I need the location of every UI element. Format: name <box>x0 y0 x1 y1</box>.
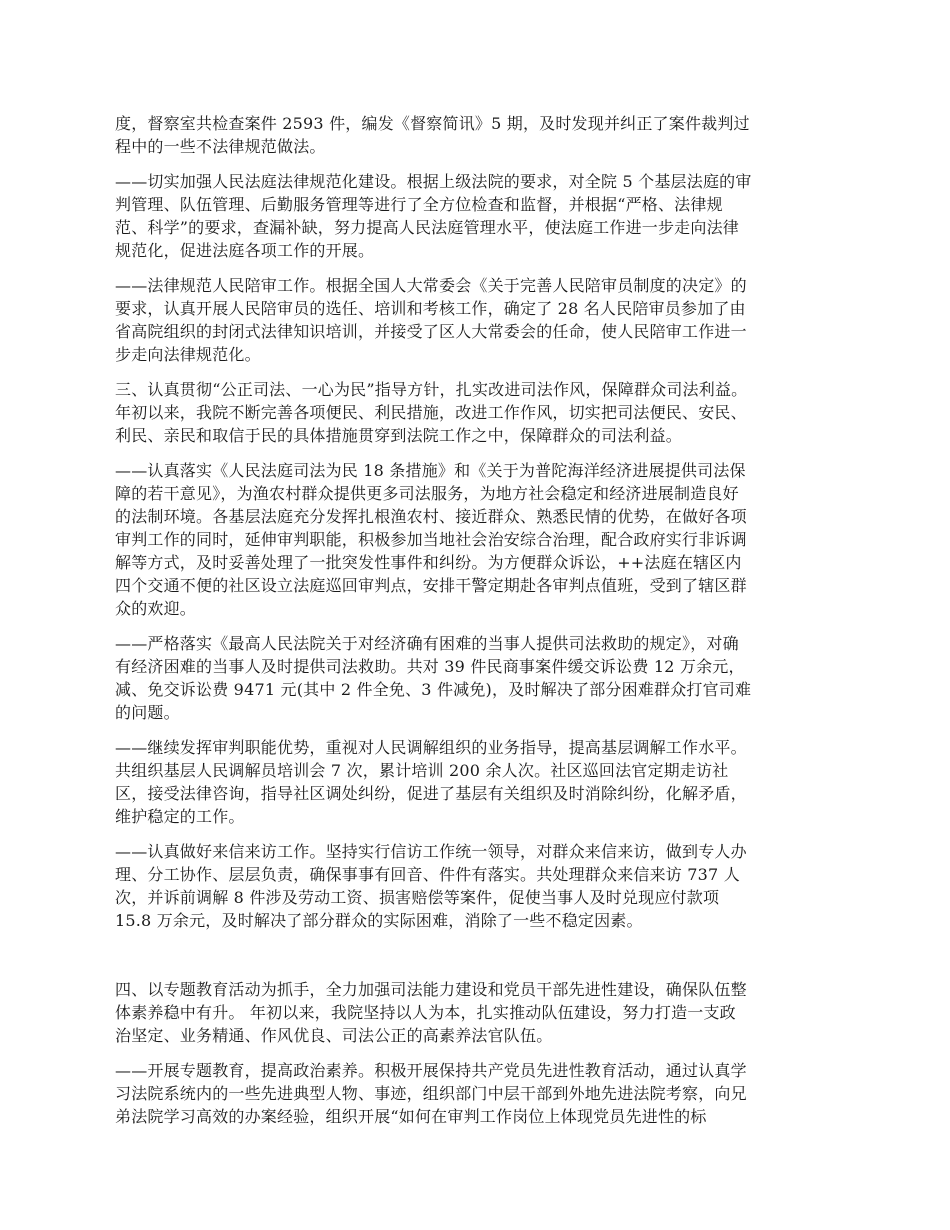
paragraph-section-four-heading: 四、以专题教育活动为抓手，全力加强司法能力建设和党员干部先进性建设，确保队伍整 体素养稳中有升。 年初以来，我院坚持以人为本，扎实推动队伍建设，努力打造一支政 治坚定、业务精通、作风优良、司法公正的高素养法官队伍。 <box>115 980 747 1045</box>
paragraph-mediation-guidance: ——继续发挥审判职能优势，重视对人民调解组织的业务指导，提高基层调解工作水平。 共组织基层人民调解员培训会 7 次，累计培训 200 余人次。社区巡回法官定期走访社 区，接受法律咨询，指导社区调处纠纷，促进了基层有关组织及时消除纠纷，化解矛盾， 维护稳定的工作。 <box>115 738 747 826</box>
paragraph-petitions: ——认真做好来信来访工作。坚持实行信访工作统一领导，对群众来信来访，做到专人办 理、分工协作、层层负责，确保事事有回音、件件有落实。共处理群众来信来访 737 人 次，并诉前调解 8 件涉及劳动工资、损害赔偿等案件，促使当事人及时兑现应付款项 15.8 万余元，及时解决了部分群众的实际困难，消除了一些不稳定因素。 <box>115 842 747 930</box>
paragraph-justice-for-people: ——认真落实《人民法庭司法为民 18 条措施》和《关于为普陀海洋经济进展提供司法保 障的若干意见》，为渔农村群众提供更多司法服务，为地方社会稳定和经济进展制造良好 的法制环境。各基层法庭充分发挥扎根渔农村、接近群众、熟悉民情的优势，在做好各项 审判工作的同时，延伸审判职能，积极参加当地社会治安综合治理，配合政府实行非诉调 解等方式，及时妥善处理了一批突发性事件和纠纷。为方便群众诉讼，++法庭在辖区内 四个交通不便的社区设立法庭巡回审判点，安排干警定期赴各审判点值班，受到了辖区群 众的欢迎。 <box>115 461 747 618</box>
paragraph-tribunal-standardization: ——切实加强人民法庭法律规范化建设。根据上级法院的要求，对全院 5 个基层法庭的审 判管理、队伍管理、后勤服务管理等进行了全方位检查和监督，并根据“严格、法律规 范、科学”的要求，查漏补缺，努力提高人民法庭管理水平，使法庭工作进一步走向法律 规范化，促进法庭各项工作的开展。 <box>115 172 752 260</box>
paragraph-judicial-aid: ——严格落实《最高人民法院关于对经济确有困难的当事人提供司法救助的规定》，对确 有经济困难的当事人及时提供司法救助。共对 39 件民商事案件缓交诉讼费 12 万余元， 减、免交诉讼费 9471 元(其中 2 件全免、3 件减免)，及时解决了部分困难群众打官司难 的问题。 <box>115 634 752 722</box>
section-spacer <box>115 944 841 978</box>
paragraph-thematic-education: ——开展专题教育，提高政治素养。积极开展保持共产党员先进性教育活动，通过认真学 习法院系统内的一些先进典型人物、事迹，组织部门中层干部到外地先进法院考察，向兄 弟法院学习高效的办案经验，组织开展“如何在审判工作岗位上体现党员先进性的标 <box>115 1061 747 1126</box>
paragraph-supervision-report: 度，督察室共检查案件 2593 件，编发《督察简讯》5 期，及时发现并纠正了案件裁判过 程中的一些不法律规范做法。 <box>115 114 750 156</box>
document-page <box>115 112 841 1140</box>
paragraph-section-three-heading: 三、认真贯彻“公正司法、一心为民”指导方针，扎实改进司法作风，保障群众司法利益。 年初以来，我院不断完善各项便民、利民措施，改进工作作风，切实把司法便民、安民、 利民、亲民和取信于民的具体措施贯穿到法院工作之中，保障群众的司法利益。 <box>115 380 748 445</box>
paragraph-people-assessor: ——法律规范人民陪审工作。根据全国人大常委会《关于完善人民陪审员制度的决定》的 要求，认真开展人民陪审员的选任、培训和考核工作，确定了 28 名人民陪审员参加了由 省高院组织的封闭式法律知识培训，并接受了区人大常委会的任命，使人民陪审工作进一 步走向法律规范化。 <box>115 276 747 364</box>
